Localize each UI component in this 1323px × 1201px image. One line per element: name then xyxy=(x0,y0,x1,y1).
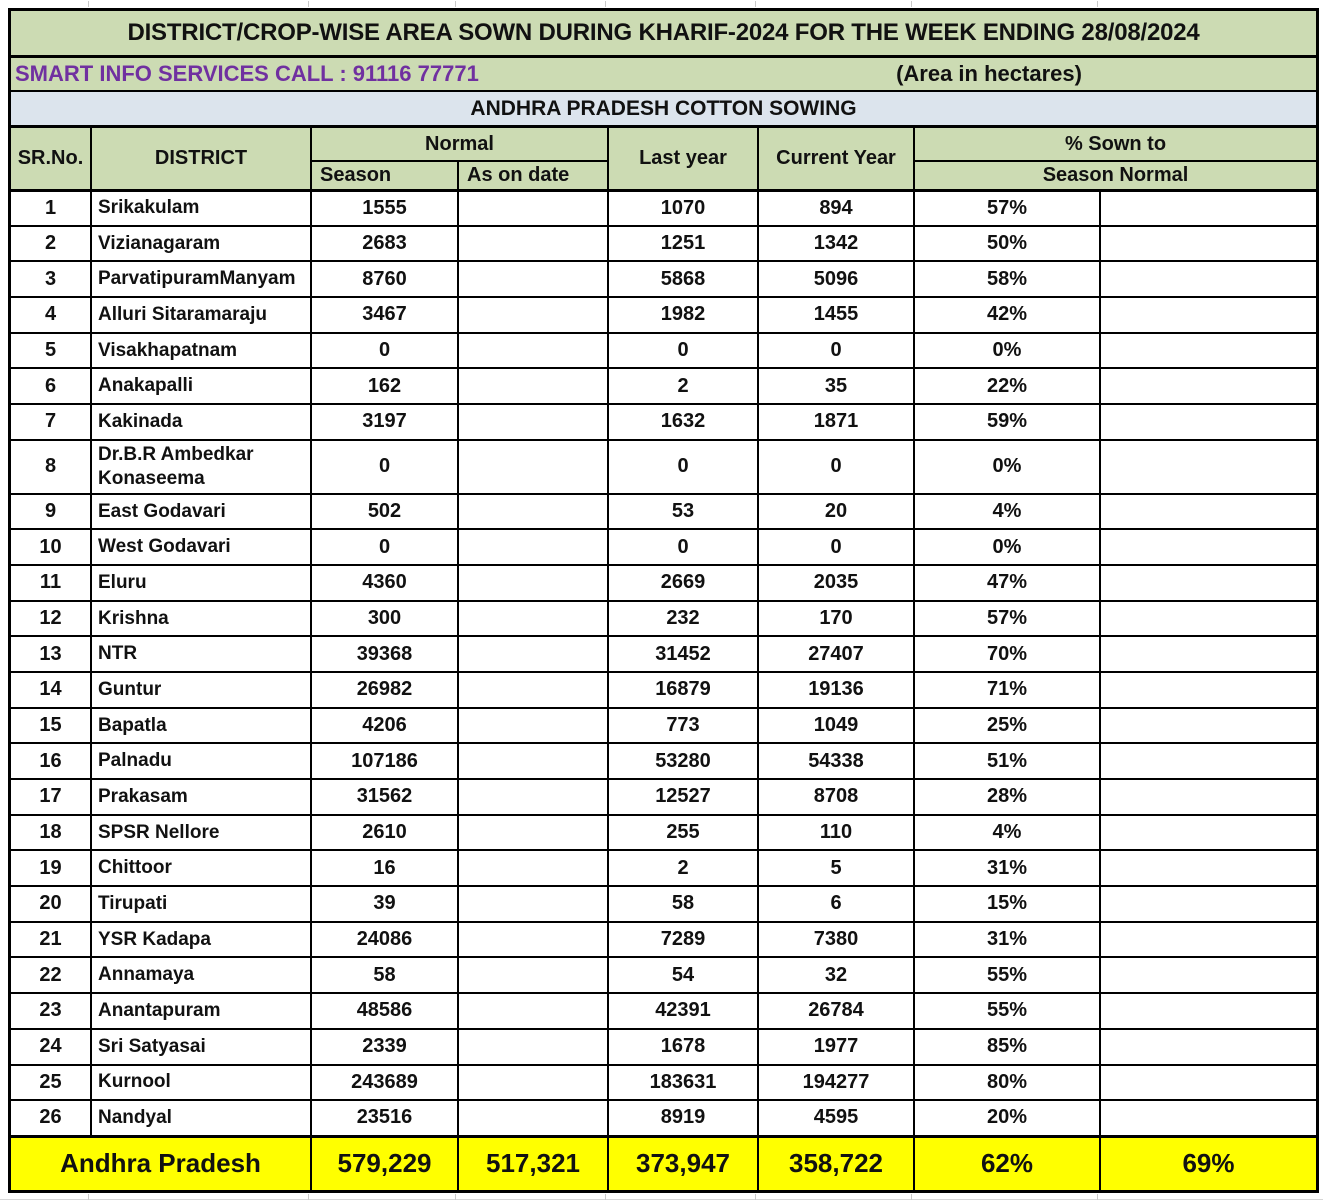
last-year-cell: 183631 xyxy=(608,1065,758,1101)
table-row xyxy=(11,779,1316,815)
area-units-label: (Area in hectares) xyxy=(896,61,1082,86)
last-year-cell: 7289 xyxy=(608,922,758,958)
district-cell: Guntur xyxy=(91,672,311,708)
last-year-cell: 0 xyxy=(608,333,758,369)
district-cell: Dr.B.R Ambedkar Konaseema xyxy=(91,440,311,494)
sr-cell: 17 xyxy=(11,779,91,815)
sr-cell: 14 xyxy=(11,672,91,708)
table-row xyxy=(11,529,1316,565)
pct-cell: 47% xyxy=(914,565,1100,601)
sr-cell: 21 xyxy=(11,922,91,958)
sr-cell: 2 xyxy=(11,226,91,262)
district-cell: Visakhapatnam xyxy=(91,333,311,369)
season-cell: 502 xyxy=(311,494,458,530)
last-year-cell: 2 xyxy=(608,850,758,886)
district-cell: Krishna xyxy=(91,601,311,637)
current-year-cell: 5096 xyxy=(758,261,914,297)
col-header-season: Season xyxy=(311,161,458,190)
district-cell: Vizianagaram xyxy=(91,226,311,262)
current-year-cell: 7380 xyxy=(758,922,914,958)
last-year-cell: 1982 xyxy=(608,297,758,333)
col-header-season-normal: Season Normal xyxy=(914,161,1316,190)
last-year-cell: 1632 xyxy=(608,404,758,440)
as-on-date-cell xyxy=(458,297,608,333)
district-cell: Anakapalli xyxy=(91,368,311,404)
total-pct-as-on-cell: 69% xyxy=(1100,1136,1316,1190)
pct-cell: 4% xyxy=(914,494,1100,530)
season-cell: 8760 xyxy=(311,261,458,297)
current-year-cell: 32 xyxy=(758,957,914,993)
current-year-cell: 2035 xyxy=(758,565,914,601)
season-cell: 39368 xyxy=(311,636,458,672)
last-year-cell: 1678 xyxy=(608,1029,758,1065)
col-header-sr-no: SR.No. xyxy=(11,128,91,190)
pct-cell: 85% xyxy=(914,1029,1100,1065)
current-year-cell: 5 xyxy=(758,850,914,886)
table-row xyxy=(11,1065,1316,1101)
pct-cell: 0% xyxy=(914,529,1100,565)
pct-as-on-cell xyxy=(1100,565,1316,601)
table-row xyxy=(11,333,1316,369)
pct-cell: 55% xyxy=(914,957,1100,993)
last-year-cell: 8919 xyxy=(608,1100,758,1136)
season-cell: 23516 xyxy=(311,1100,458,1136)
last-year-cell: 53 xyxy=(608,494,758,530)
season-cell: 4360 xyxy=(311,565,458,601)
pct-as-on-cell xyxy=(1100,601,1316,637)
district-cell: Sri Satyasai xyxy=(91,1029,311,1065)
district-cell: Palnadu xyxy=(91,743,311,779)
table-row xyxy=(11,601,1316,637)
district-cell: Kurnool xyxy=(91,1065,311,1101)
district-cell: ParvatipuramManyam xyxy=(91,261,311,297)
last-year-cell: 2 xyxy=(608,368,758,404)
district-cell: Kakinada xyxy=(91,404,311,440)
current-year-cell: 1871 xyxy=(758,404,914,440)
service-phone-banner: SMART INFO SERVICES CALL : 91116 77771 xyxy=(15,61,479,86)
current-year-cell: 1977 xyxy=(758,1029,914,1065)
pct-as-on-cell xyxy=(1100,922,1316,958)
table-row xyxy=(11,190,1316,226)
sr-cell: 18 xyxy=(11,815,91,851)
sr-cell: 12 xyxy=(11,601,91,637)
table-row xyxy=(11,297,1316,333)
pct-as-on-cell xyxy=(1100,440,1316,494)
sr-cell: 11 xyxy=(11,565,91,601)
pct-as-on-cell xyxy=(1100,261,1316,297)
last-year-cell: 773 xyxy=(608,708,758,744)
title-bar xyxy=(11,11,1316,58)
pct-cell: 55% xyxy=(914,993,1100,1029)
table-row xyxy=(11,1029,1316,1065)
as-on-date-cell xyxy=(458,708,608,744)
current-year-cell: 0 xyxy=(758,440,914,494)
pct-as-on-cell xyxy=(1100,529,1316,565)
total-label: Andhra Pradesh xyxy=(11,1136,311,1190)
pct-as-on-cell xyxy=(1100,226,1316,262)
total-season-cell: 579,229 xyxy=(311,1136,458,1190)
current-year-cell: 1342 xyxy=(758,226,914,262)
last-year-cell: 53280 xyxy=(608,743,758,779)
section-title: ANDHRA PRADESH COTTON SOWING xyxy=(470,96,857,120)
pct-cell: 58% xyxy=(914,261,1100,297)
sr-cell: 19 xyxy=(11,850,91,886)
season-cell: 1555 xyxy=(311,190,458,226)
pct-cell: 0% xyxy=(914,333,1100,369)
sr-cell: 3 xyxy=(11,261,91,297)
as-on-date-cell xyxy=(458,226,608,262)
sr-cell: 25 xyxy=(11,1065,91,1101)
as-on-date-cell xyxy=(458,1065,608,1101)
last-year-cell: 54 xyxy=(608,957,758,993)
as-on-date-cell xyxy=(458,601,608,637)
district-cell: Nandyal xyxy=(91,1100,311,1136)
as-on-date-cell xyxy=(458,261,608,297)
season-cell: 58 xyxy=(311,957,458,993)
sr-cell: 1 xyxy=(11,190,91,226)
spreadsheet-gridline-strip-bottom xyxy=(0,1193,1323,1201)
table-row xyxy=(11,368,1316,404)
table-row xyxy=(11,565,1316,601)
district-cell: SPSR Nellore xyxy=(91,815,311,851)
pct-as-on-cell xyxy=(1100,743,1316,779)
season-cell: 2683 xyxy=(311,226,458,262)
pct-cell: 20% xyxy=(914,1100,1100,1136)
last-year-cell: 2669 xyxy=(608,565,758,601)
pct-as-on-cell xyxy=(1100,1065,1316,1101)
sr-cell: 7 xyxy=(11,404,91,440)
current-year-cell: 170 xyxy=(758,601,914,637)
as-on-date-cell xyxy=(458,529,608,565)
pct-as-on-cell xyxy=(1100,494,1316,530)
sr-cell: 6 xyxy=(11,368,91,404)
sr-cell: 8 xyxy=(11,440,91,494)
pct-cell: 57% xyxy=(914,601,1100,637)
table-row xyxy=(11,404,1316,440)
as-on-date-cell xyxy=(458,815,608,851)
last-year-cell: 0 xyxy=(608,529,758,565)
season-cell: 39 xyxy=(311,886,458,922)
pct-cell: 31% xyxy=(914,850,1100,886)
season-cell: 4206 xyxy=(311,708,458,744)
sr-cell: 16 xyxy=(11,743,91,779)
season-cell: 162 xyxy=(311,368,458,404)
as-on-date-cell xyxy=(458,1029,608,1065)
table-row xyxy=(11,957,1316,993)
district-cell: Tirupati xyxy=(91,886,311,922)
last-year-cell: 255 xyxy=(608,815,758,851)
pct-as-on-cell xyxy=(1100,886,1316,922)
pct-as-on-cell xyxy=(1100,815,1316,851)
season-cell: 31562 xyxy=(311,779,458,815)
table-row xyxy=(11,440,1316,494)
current-year-cell: 26784 xyxy=(758,993,914,1029)
total-pct-cell: 62% xyxy=(914,1136,1100,1190)
season-cell: 0 xyxy=(311,440,458,494)
table-row xyxy=(11,708,1316,744)
season-cell: 300 xyxy=(311,601,458,637)
col-header-as-on-date: As on date xyxy=(458,161,608,190)
sowing-table-wrap xyxy=(11,128,1316,1190)
pct-as-on-cell xyxy=(1100,404,1316,440)
col-header-current-year: Current Year xyxy=(758,128,914,190)
page-title: DISTRICT/CROP-WISE AREA SOWN DURING KHARIF-2024 FOR THE WEEK ENDING 28/08/2024 xyxy=(127,19,1200,46)
as-on-date-cell xyxy=(458,672,608,708)
pct-as-on-cell xyxy=(1100,190,1316,226)
sr-cell: 4 xyxy=(11,297,91,333)
sr-cell: 26 xyxy=(11,1100,91,1136)
as-on-date-cell xyxy=(458,743,608,779)
as-on-date-cell xyxy=(458,957,608,993)
table-row xyxy=(11,815,1316,851)
district-cell: Chittoor xyxy=(91,850,311,886)
pct-as-on-cell xyxy=(1100,333,1316,369)
section-title-bar xyxy=(11,92,1316,128)
current-year-cell: 194277 xyxy=(758,1065,914,1101)
season-cell: 2339 xyxy=(311,1029,458,1065)
season-cell: 3467 xyxy=(311,297,458,333)
total-row xyxy=(11,1136,1316,1190)
pct-as-on-cell xyxy=(1100,957,1316,993)
table-row xyxy=(11,672,1316,708)
pct-cell: 42% xyxy=(914,297,1100,333)
district-cell: Eluru xyxy=(91,565,311,601)
sowing-table xyxy=(11,128,1316,1190)
season-cell: 243689 xyxy=(311,1065,458,1101)
as-on-date-cell xyxy=(458,440,608,494)
last-year-cell: 16879 xyxy=(608,672,758,708)
current-year-cell: 0 xyxy=(758,529,914,565)
pct-as-on-cell xyxy=(1100,672,1316,708)
sr-cell: 5 xyxy=(11,333,91,369)
table-row xyxy=(11,494,1316,530)
table-row xyxy=(11,922,1316,958)
as-on-date-cell xyxy=(458,922,608,958)
district-cell: Prakasam xyxy=(91,779,311,815)
pct-as-on-cell xyxy=(1100,779,1316,815)
as-on-date-cell xyxy=(458,494,608,530)
district-cell: West Godavari xyxy=(91,529,311,565)
pct-as-on-cell xyxy=(1100,708,1316,744)
season-cell: 24086 xyxy=(311,922,458,958)
col-header-district: DISTRICT xyxy=(91,128,311,190)
district-cell: Bapatla xyxy=(91,708,311,744)
district-cell: Annamaya xyxy=(91,957,311,993)
col-header-pct-sown-to: % Sown to xyxy=(914,128,1316,161)
table-row xyxy=(11,261,1316,297)
district-rows xyxy=(11,190,1316,1136)
pct-cell: 31% xyxy=(914,922,1100,958)
pct-cell: 70% xyxy=(914,636,1100,672)
season-cell: 16 xyxy=(311,850,458,886)
district-cell: East Godavari xyxy=(91,494,311,530)
as-on-date-cell xyxy=(458,993,608,1029)
pct-cell: 22% xyxy=(914,368,1100,404)
sr-cell: 13 xyxy=(11,636,91,672)
current-year-cell: 1455 xyxy=(758,297,914,333)
current-year-cell: 35 xyxy=(758,368,914,404)
as-on-date-cell xyxy=(458,886,608,922)
as-on-date-cell xyxy=(458,636,608,672)
as-on-date-cell xyxy=(458,404,608,440)
total-last-year-cell: 373,947 xyxy=(608,1136,758,1190)
district-cell: YSR Kadapa xyxy=(91,922,311,958)
current-year-cell: 0 xyxy=(758,333,914,369)
col-header-last-year: Last year xyxy=(608,128,758,190)
district-cell: NTR xyxy=(91,636,311,672)
pct-cell: 50% xyxy=(914,226,1100,262)
table-row xyxy=(11,636,1316,672)
pct-cell: 80% xyxy=(914,1065,1100,1101)
season-cell: 26982 xyxy=(311,672,458,708)
sr-cell: 9 xyxy=(11,494,91,530)
spreadsheet-gridline-strip-top xyxy=(0,0,1323,8)
as-on-date-cell xyxy=(458,1100,608,1136)
col-header-normal: Normal xyxy=(311,128,608,161)
district-cell: Anantapuram xyxy=(91,993,311,1029)
sr-cell: 23 xyxy=(11,993,91,1029)
report-frame xyxy=(8,8,1319,1193)
pct-cell: 51% xyxy=(914,743,1100,779)
pct-as-on-cell xyxy=(1100,993,1316,1029)
sr-cell: 24 xyxy=(11,1029,91,1065)
table-header xyxy=(11,128,1316,190)
last-year-cell: 0 xyxy=(608,440,758,494)
pct-cell: 71% xyxy=(914,672,1100,708)
last-year-cell: 42391 xyxy=(608,993,758,1029)
sr-cell: 20 xyxy=(11,886,91,922)
pct-as-on-cell xyxy=(1100,850,1316,886)
pct-cell: 15% xyxy=(914,886,1100,922)
current-year-cell: 1049 xyxy=(758,708,914,744)
current-year-cell: 20 xyxy=(758,494,914,530)
table-row xyxy=(11,993,1316,1029)
current-year-cell: 894 xyxy=(758,190,914,226)
last-year-cell: 31452 xyxy=(608,636,758,672)
pct-cell: 0% xyxy=(914,440,1100,494)
last-year-cell: 12527 xyxy=(608,779,758,815)
table-footer xyxy=(11,1136,1316,1190)
table-row xyxy=(11,743,1316,779)
pct-as-on-cell xyxy=(1100,1100,1316,1136)
as-on-date-cell xyxy=(458,190,608,226)
current-year-cell: 54338 xyxy=(758,743,914,779)
pct-as-on-cell xyxy=(1100,1029,1316,1065)
last-year-cell: 1070 xyxy=(608,190,758,226)
sr-cell: 15 xyxy=(11,708,91,744)
pct-as-on-cell xyxy=(1100,368,1316,404)
as-on-date-cell xyxy=(458,333,608,369)
current-year-cell: 8708 xyxy=(758,779,914,815)
season-cell: 0 xyxy=(311,529,458,565)
district-cell: Alluri Sitaramaraju xyxy=(91,297,311,333)
as-on-date-cell xyxy=(458,565,608,601)
season-cell: 3197 xyxy=(311,404,458,440)
season-cell: 48586 xyxy=(311,993,458,1029)
table-row xyxy=(11,1100,1316,1136)
current-year-cell: 4595 xyxy=(758,1100,914,1136)
last-year-cell: 232 xyxy=(608,601,758,637)
as-on-date-cell xyxy=(458,850,608,886)
current-year-cell: 110 xyxy=(758,815,914,851)
pct-cell: 4% xyxy=(914,815,1100,851)
sr-cell: 10 xyxy=(11,529,91,565)
last-year-cell: 1251 xyxy=(608,226,758,262)
table-row xyxy=(11,226,1316,262)
pct-cell: 59% xyxy=(914,404,1100,440)
current-year-cell: 27407 xyxy=(758,636,914,672)
district-cell: Srikakulam xyxy=(91,190,311,226)
current-year-cell: 6 xyxy=(758,886,914,922)
season-cell: 0 xyxy=(311,333,458,369)
pct-cell: 25% xyxy=(914,708,1100,744)
table-row xyxy=(11,886,1316,922)
table-row xyxy=(11,850,1316,886)
subtitle-bar xyxy=(11,58,1316,92)
pct-cell: 57% xyxy=(914,190,1100,226)
pct-cell: 28% xyxy=(914,779,1100,815)
season-cell: 107186 xyxy=(311,743,458,779)
current-year-cell: 19136 xyxy=(758,672,914,708)
pct-as-on-cell xyxy=(1100,636,1316,672)
sr-cell: 22 xyxy=(11,957,91,993)
last-year-cell: 58 xyxy=(608,886,758,922)
pct-as-on-cell xyxy=(1100,297,1316,333)
as-on-date-cell xyxy=(458,368,608,404)
season-cell: 2610 xyxy=(311,815,458,851)
total-current-year-cell: 358,722 xyxy=(758,1136,914,1190)
as-on-date-cell xyxy=(458,779,608,815)
total-as-on-date-cell: 517,321 xyxy=(458,1136,608,1190)
last-year-cell: 5868 xyxy=(608,261,758,297)
